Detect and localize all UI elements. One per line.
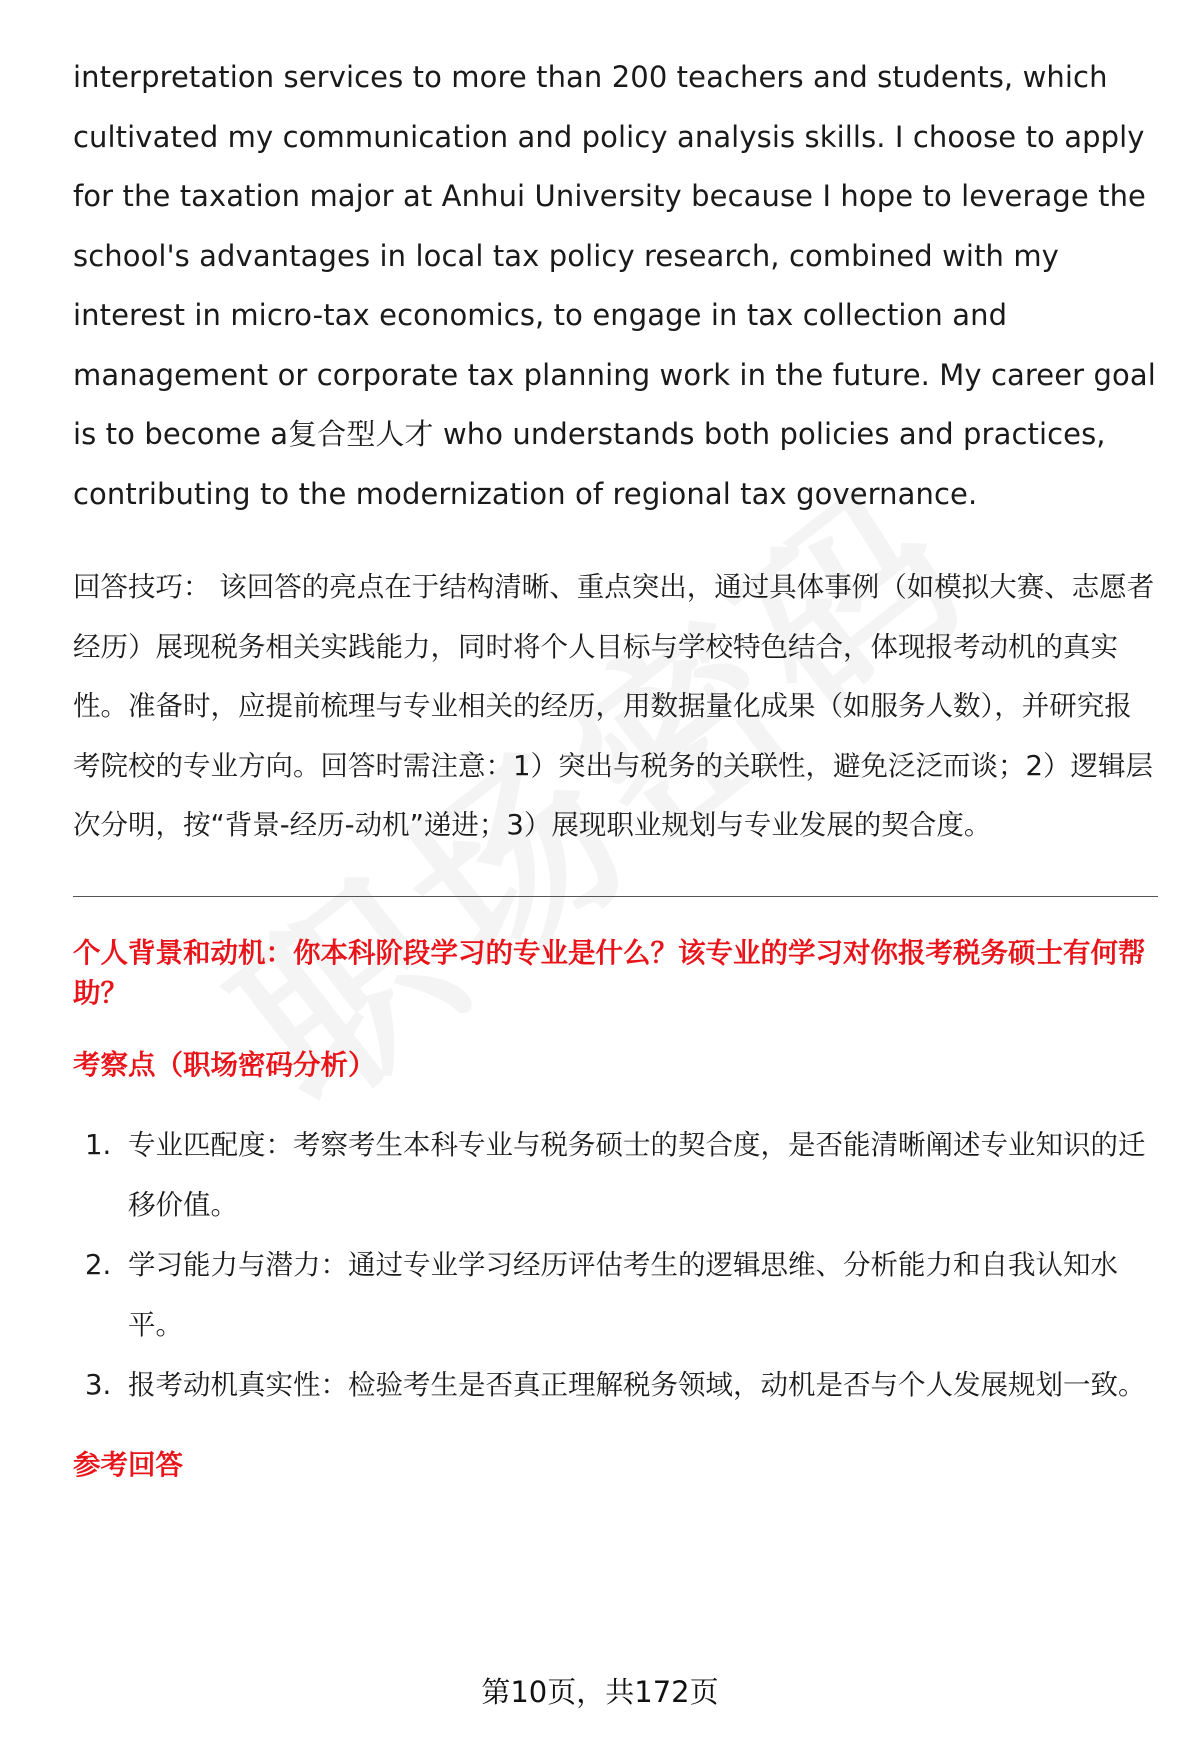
list-item [73, 1235, 1158, 1355]
page-content [73, 48, 1158, 1485]
list-item-number: 1. [85, 1128, 112, 1161]
analysis-heading: 考察点（职场密码分析） [73, 1048, 376, 1081]
section-divider [73, 896, 1158, 897]
list-item [73, 1355, 1158, 1415]
list-item-text: 专业匹配度：考察考生本科专业与税务硕士的契合度，是否能清晰阐述专业知识的迁移价值。 [128, 1128, 1146, 1221]
list-item-text: 报考动机真实性：检验考生是否真正理解税务领域，动机是否与个人发展规划一致。 [128, 1368, 1146, 1401]
question-title: 个人背景和动机：你本科阶段学习的专业是什么？该专业的学习对你报考税务硕士有何帮助？ [73, 936, 1146, 1009]
analysis-points-list [73, 1115, 1158, 1415]
list-item-text: 学习能力与潜力：通过专业学习经历评估考生的逻辑思维、分析能力和自我认知水平。 [128, 1248, 1118, 1341]
answer-tips-paragraph: 回答技巧： 该回答的亮点在于结构清晰、重点突出，通过具体事例（如模拟大赛、志愿者经历）展现税务相关实践能力，同时将个人目标与学校特色结合，体现报考动机的真实性。准备时，应提前梳理与专业相关的经历，用数据量化成果（如服务人数），并研究报考院校的专业方向。回答时需注意：1）突出与税务的关联性，避免泛泛而谈；2）逻辑层次分明，按“背景-经历-动机”递进；3）展现职业规划与专业发展的契合度。 [73, 571, 1155, 841]
list-item-number: 3. [85, 1368, 112, 1401]
list-item [73, 1115, 1158, 1235]
page-number-footer: 第10页，共172页 [481, 1675, 719, 1709]
reference-answer-heading: 参考回答 [73, 1448, 183, 1481]
english-answer-paragraph: interpretation services to more than 200 teachers and students, which cultivated my communication and policy analysis skills. I choose to apply for the taxation major at Anhui University because I hope to leverage the school's advantages in local tax policy research, combined with my interest in micro-tax economics, to engage in tax collection and management or corporate tax planning work in the future. My career goal is to become a复合型人才 who understands both policies and practices, contributing to the modernization of regional tax governance. [73, 60, 1156, 511]
list-item-number: 2. [85, 1248, 112, 1281]
